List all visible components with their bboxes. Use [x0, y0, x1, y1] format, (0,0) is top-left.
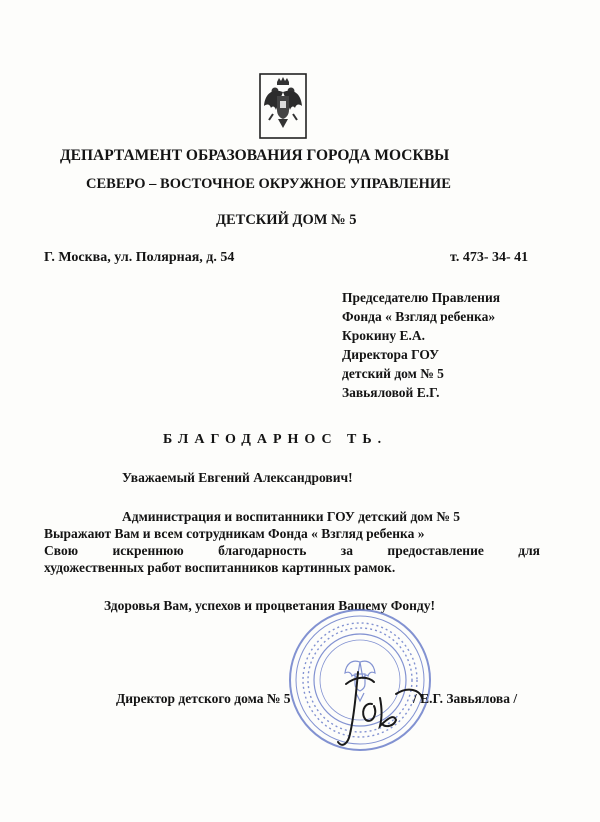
closing-text: Здоровья Вам, успехов и процветания Вашему Фонду! [104, 598, 435, 613]
coat-of-arms-icon [258, 72, 308, 140]
body-line: художественных работ воспитанников картинных рамок. [44, 560, 396, 575]
body-line: Выражают Вам и всем сотрудникам Фонда « Взгляд ребенка » [44, 526, 425, 541]
letter-body [44, 508, 540, 576]
body-line: Администрация и воспитанники ГОУ детский дом № 5 [122, 509, 461, 524]
letter-title: БЛАГОДАРНОС ТЬ. [163, 432, 388, 447]
recipient-line: Крокину Е.А. [342, 328, 426, 343]
signature-title: Директор детского дома № 5 [116, 691, 291, 706]
phone-text: т. 473- 34- 41 [450, 250, 529, 265]
department-heading: ДЕПАРТАМЕНТ ОБРАЗОВАНИЯ ГОРОДА МОСКВЫ [60, 147, 450, 164]
recipient-line: Фонда « Взгляд ребенка» [342, 309, 496, 324]
address-text: Г. Москва, ул. Полярная, д. 54 [44, 250, 235, 265]
signatory-name: / Е.Г. Завьялова / [413, 691, 518, 706]
greeting-text: Уважаемый Евгений Александрович! [122, 470, 353, 485]
handwritten-signature [328, 664, 428, 754]
recipient-line: Завьяловой Е.Г. [342, 385, 440, 400]
body-line: Свою искреннюю благодарность за предоставление для [44, 543, 540, 558]
recipient-line: Директора ГОУ [342, 347, 440, 362]
recipient-line: детский дом № 5 [342, 366, 444, 381]
district-office-heading: СЕВЕРО – ВОСТОЧНОЕ ОКРУЖНОЕ УПРАВЛЕНИЕ [86, 176, 451, 192]
recipient-line: Председателю Правления [342, 290, 501, 305]
institution-heading: ДЕТСКИЙ ДОМ № 5 [216, 212, 357, 228]
